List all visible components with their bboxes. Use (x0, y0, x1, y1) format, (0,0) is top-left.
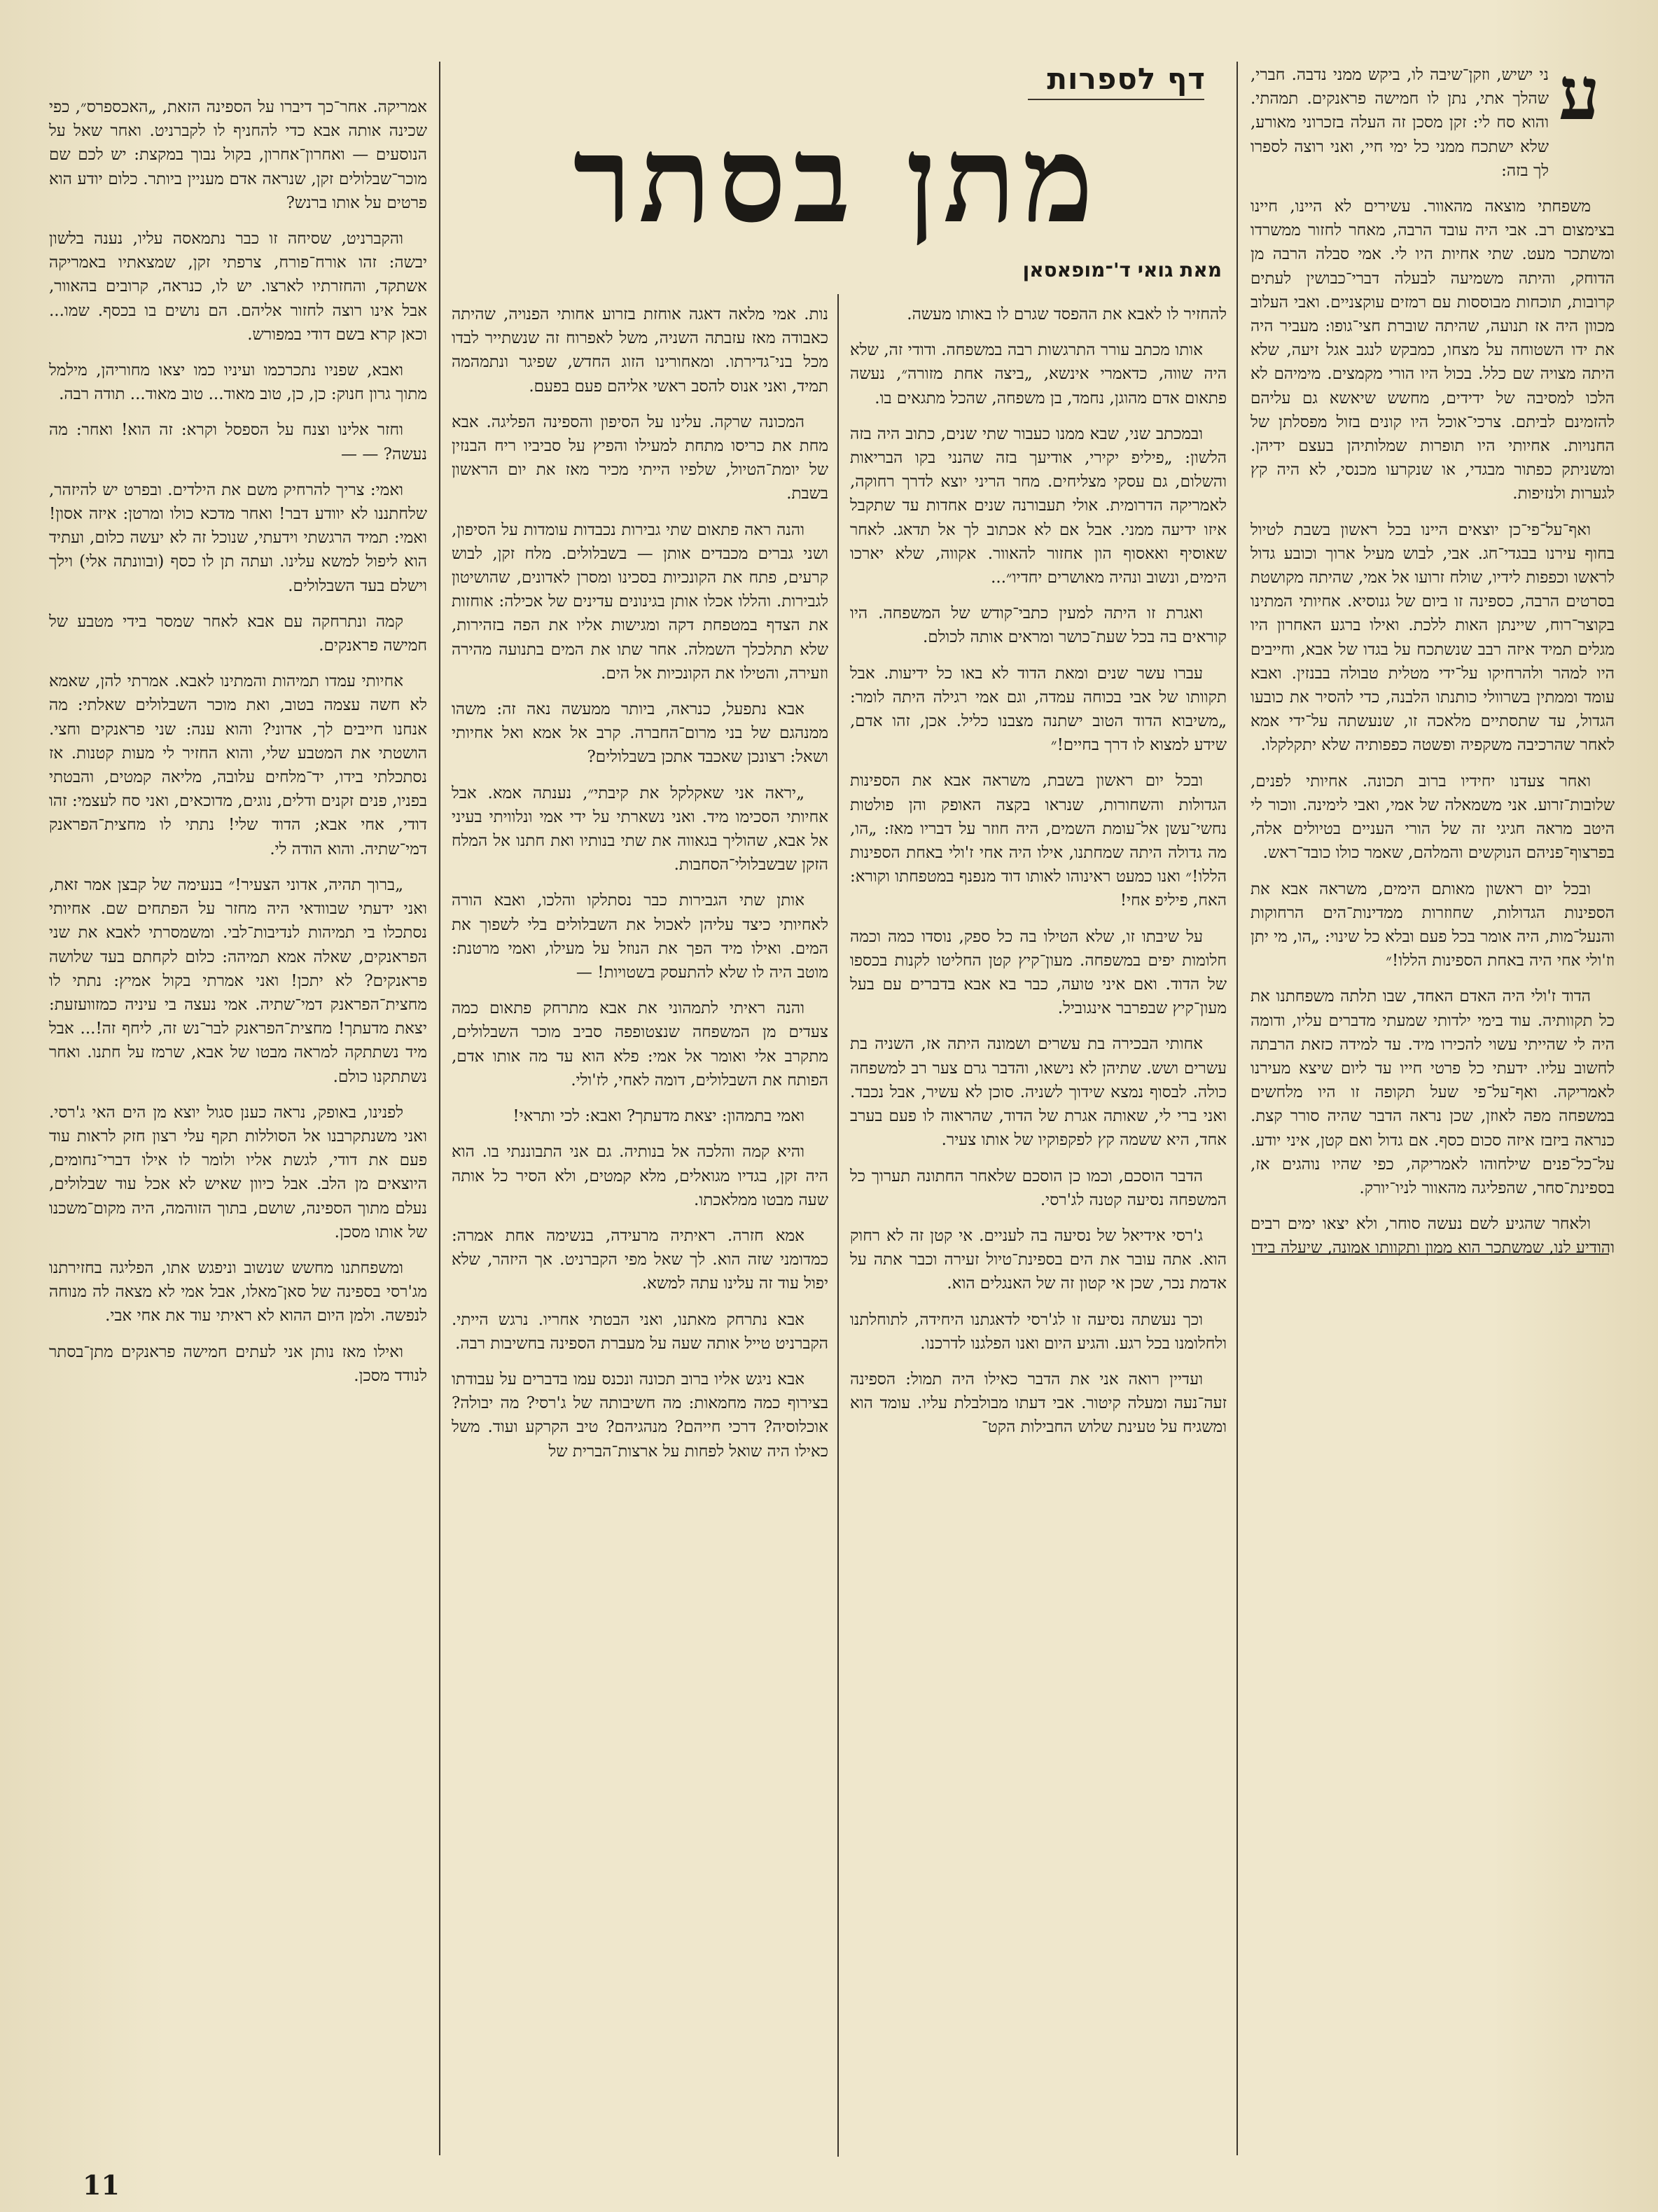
paragraph: אחיותי עמדו תמיהות והמתינו לאבא. אמרתי להן, שאמא לא חשה עצמה בטוב, ואת מוכר השבלולים שאלתי: מה אנחנו חייבים לך, אדוני? והוא ענה: שני פראנקים וחצי. הושטתי את המטבע שלי, והוא החזיר לי מעות קטנות. אז נסתכלתי בידו, יד־מלחים עלובה, מליאה קמטים, והבטתי בפניו, פנים זקנים ודלים, נוגים, מדוכאים, ואני סח לעצמי: זהו דודי, אחי אבא; הדוד שלי! נתתי לו מחצית־הפראנק דמי־שתיה. והוא הודה לי. (49, 672, 427, 858)
paragraph: „ברוך תהיה, אדוני הצעיר!״ בנעימה של קבצן אמר זאת, ואני ידעתי שבוודאי היה מחזר על הפתחים שם. אחיותי נסתכלו בי תמיהות לנדיבות־לבי. ומשמסרתי לאבא את שני הפראנקים, שאלה אמא תמיהה: כלום לקחתם בעד שלושה פראנקים? לא יתכן! ואני אמרתי בקול אמיץ: נתתי לו מחצית־הפראנק דמי־שתיה. אמי נעצה בי עיניה כמזוועזעת: יצאת מדעתך! מחצית־הפראנק לבר־נש זה, ליחף זה!... אבל מיד נשתתקה למראה מבטו של אבא, שרמז על חתנו. ואחר נשתתקנו כולם. (49, 875, 427, 1086)
section-label-underline (1028, 99, 1204, 100)
column-divider (439, 62, 440, 2155)
article-byline: מאת גואי ד'־מופאסאן (1022, 258, 1222, 281)
paragraph: משפחתי מוצאה מהאוור. עשירים לא היינו, חיינו בצימצום רב. אבי היה עובד הרבה, מאחר לחזור ממשרדו ומשתכר מעט. שתי אחיות היו לי. אמי סבלה הרבה מן הדוחק, והיתה משמיעה לבעלה דברי־כבושין לעתים קרובות, תוכחות מבוססות עם רמזים עוקצניים. ואבי העלוב מכוון היה אז תנועה, שהיתה שוברת חצי־גופו: מעביר היה את ידו השטוחה על מצחו, כמבקש לנגב אגל זיעה, שלא היתה מצויה שם כלל. בכול היו הורי מקמצים. מימיהם לא הלכו למסיבה של ידידים, מחשש שיאשא גם עליהם להזמינם לביתם. צרכי־אוכל היו קונים בזול מפסלתן של החנויות. אחיותי היו תופרות שמלותיהן בעצם ידיהן. ומשניתק כפתור מבגדי, או שנקרעו מכנסי, לא היה קץ לגערות ולנזיפות. (1251, 197, 1615, 503)
article-title: מתן בסתר (573, 110, 1101, 250)
paragraph: ואמי בתמהון: יצאת מדעתך? ואבא: לכי ותראי! (513, 1107, 804, 1126)
article-column-1 (1251, 63, 1615, 2164)
paragraph: ואגרת זו היתה למעין כתבי־קודש של המשפחה. היו קוראים בה בכל שעת־כושר ומראים אותה לכולם. (850, 604, 1227, 647)
paragraph: ולאחר שהגיע לשם נעשה סוחר, ולא יצאו ימים רבים והודיע לנו, שמשתכר הוא ממון ותקוותו אמונה, שיעלה בידו (1251, 1215, 1615, 1258)
paragraph: אבא נתפעל, כנראה, ביותר ממעשה נאה זה: משהו ממנהגם של בני מרום־החברה. קרב אל אמא ואל אחיותי ושאל: רצונכן שאכבד אתכן בשבלולים? (452, 700, 828, 767)
paragraph: וכך נעשתה נסיעה זו לג'רסי לדאגתנו היחידה, לתוחלתנו ולחלומנו בכל רגע. והגיע היום ואנו הפלגנו לדרכנו. (850, 1310, 1227, 1353)
paragraph: והיא קמה והלכה אל בנותיה. גם אני התבוננתי בו. הוא היה זקן, בגדיו מגואלים, מלא קמטים, ולא הסיר כל אותה שעה מבטו ממלאכתו. (452, 1143, 828, 1209)
paragraph: ואחר צעדנו יחידיו ברוב תכונה. אחיותי לפנים, שלובות־זרוע. אני משמאלה של אמי, ואבי לימינה. ווכור לי היטב מראה חגיגי זה של הורי העניים בטיולים אלה, בפרצוף־פניהם הנוקשים והמלהם, שאמר כולו כובד־ראש. (1251, 772, 1615, 863)
paragraph: ובכל יום ראשון מאותם הימים, משראה אבא את הספינות הגדולות, שחוזרות ממדינות־הים הרחוקות והנעל־מות, היה אומר בכל פעם ובלא כל שינוי: „הו, מי יתן וז'ולי אחי היה באחת הספינות הללו!״ (1251, 879, 1615, 971)
paragraph: אותן שתי הגבירות כבר נסתלקו והלכו, ואבא הורה לאחיותי כיצד עליהן לאכול את השבלולים בלי לשפוך את המים. ואילו מיד הפך את הנוזל על מעילו, ואמי מרטנת: מוטב היה לו שלא להתעסק בשטויות! — (452, 891, 828, 982)
paragraph: ג'רסי אידיאל של נסיעה בה לעניים. אי קטן זה לא רחוק הוא. אתה עובר את הים בספינת־טיול זעירה וכבר אתה על אדמת נכר, שכן אי קטון זה של האנגלים הוא. (850, 1226, 1227, 1293)
page-number: 11 (83, 2169, 120, 2201)
paragraph: ובמכתב שני, שבא ממנו כעבור שתי שנים, כתוב היה בזה הלשון: „פיליפ יקירי, אודיעך בזה שהנני בקו הבריאות והשלום, גם עסקי מצליחים. מחר הריני יוצא לדרך רחוקה, לאמריקה הדרומית. אולי תעבורנה שנים אחדות עד שתקבל איזו ידיעה ממני. אבל אם לא אכתוב לך אל תדאג. לאחר שאוסיף ואאסוף הון אחזור להאוור. אקווה, שלא יארכו הימים, ונשוב ונהיה מאושרים יחדיו״... (850, 424, 1227, 587)
paragraph: על שיבתו זו, שלא הטילו בה כל ספק, נוסדו כמה וכמה חלומות יפים במשפחה. מעון־קיץ קטן החליטו לקנות בכספו של הדוד. ואם איני טועה, כבר בא אבא בדברים עם בעל מעון־קיץ שבפרבר אינגוביל. (850, 927, 1227, 1018)
paragraph: וחזר אלינו וצנח על הספסל וקרא: זה הוא! ואחר: מה נעשה? — — (49, 421, 427, 464)
paragraph: קמה ונתרחקה עם אבא לאחר שמסר בידי מטבע של חמישה פראנקים. (49, 612, 427, 655)
section-label: דף לספרות (1047, 62, 1206, 96)
paragraph: אמא חזרה. ראיתיה מרעידה, בנשימה אחת אמרה: כמדומני שזה הוא. לך שאל מפי הקברניט. אך היזהר, שלא יפול עוד זה עלינו עתה למשא. (452, 1226, 828, 1293)
paragraph: ואמי: צריך להרחיק משם את הילדים. ובפרט יש להיזהר, שלחתננו לא יוודע דבר! ואחר מדכא כולו ומרטן: איזה אסון! ואמי: תמיד הרגשתי וידעתי, שנוכל זה לא יעשה כלום, ועתיד הוא ליפול למשא עלינו. ועתה תן לו כסף (ובוונתה אלי) וילך וישלם בעד השבלולים. (49, 480, 427, 595)
paragraph: אמריקה. אחר־כך דיברו על הספינה הזאת, „האכספרס״, כפי שכינה אותה אבא כדי להחניף לו לקברניט. ואחר שאל על הנוסעים — ואחרון־אחרון, בקול נבוך במקצת: יש לכם שם מוכר־שבלולים זקן, שנראה אדם מעניין ביותר. כלום יודע הוא פרטים על אותו ברנש? (49, 98, 427, 212)
paragraph: ובכל יום ראשון בשבת, משראה אבא את הספינות הגדולות והשחורות, שנראו בקצה האופק והן פולטות נחשי־עשן אל־עומת השמים, היה חוזר על דבריו מאז: „הו, מה גדולה היתה שמחתנו, אילו היה אחי ז'ולי באחת הספינות הללו!״ ואנו כמעט ראינוהו לאותו דוד מנפנף במטפחתו וקורא: האח, פיליפ אחי! (850, 772, 1227, 910)
paragraph: ועדיין רואה אני את הדבר כאילו היה תמול: הספינה זעה־נעה ומעלה קיטור. אבי דעתו מבולבלת עליו. עומד הוא ומשגיח על טעינת שלוש החבילות הקט־ (850, 1370, 1227, 1437)
paragraph: ומשפחתנו מחשש שנשוב וניפגש אתו, הפליגה בחזירתנו מג'רסי בספינה של סאן־מאלו, אבל אמי לא מצאה לה מנוחה לנפשה. ולמן היום ההוא לא ראיתי עוד את אחי אבי. (49, 1258, 427, 1326)
paragraph: הדוד ז'ולי היה האדם האחד, שבו תלתה משפחתנו את כל תקוותיה. עוד בימי ילדותי שמעתי מדברים עליו, ודומה היה לי שהייתי עשוי להכירו מיד. עד למידה כזאת הרבתה לחשוב עליו. ידעתי כל פרטי חייו עד ליום שיצא מעירנו לאמריקה. ואף־על־פי שעל תקופה זו היו מלחשים במשפחה מפה לאוזן, שכן נראה הדבר שהיה סורר קצת. כנראה ביזבז איזה סכום כסף. אם גדול ואם קטן, איני יודע. על־כל־פנים שילחוהו לאמריקה, כפי שהיו נוהגים אז, בספינת־סחר, שהפליגה מהאוור לניו־יורק. (1251, 987, 1615, 1197)
paragraph: ואבא, שפניו נתכרכמו ועיניו כמו יצאו מחוריהן, מילמל מתוך גרון חנוק: כן, כן, טוב מאוד... טוב מאוד... תודה רבה. (49, 361, 427, 404)
article-column-2 (850, 302, 1227, 2158)
drop-cap: ע (1559, 50, 1600, 137)
paragraph: „יראה אני שאקלקל את קיבתי״, נענתה אמא. אבל אחיותי הסכימו מיד. ואני נשארתי על ידי אמי ונלוויתי בעיני אל אבא, שהוליך בגאווה את שתי בנותיו ואת חתנו אל המלח הזקן שבשבלולי־הסחבות. (452, 784, 828, 875)
paragraph: נות. אמי מלאה דאגה אוחזת בזרוע אחותי הפנויה, שהיתה כאבודה מאז עזבתה השניה, משל לאפרוח זה שנשתייר לבדו מכל בני־גדירתו. ומאחורינו הזוג החדש, שפיגר ונתמהמה תמיד, ואני אנוס להסב ראשי אליהם פעם בפעם. (452, 305, 828, 396)
paragraph: והנה ראה פתאום שתי גבירות נכבדות עומדות על הסיפון, ושני גברים מכבדים אותן — בשבלולים. מלח זקן, לבוש קרעים, פתח את הקונכיות בסכינו ומסרן לאדונים, שהושיטון לגבירות. והללו אכלו אותן בגינונים עדינים של אכילה: אוחזות את הצדף במטפחת דקה ומגישות אליו את הפה בזהירות, שלא תתלכלך השמלה. אחר שתו את המים בתנועה מהירה וזעירה, והטילו את הקונכיות אל הים. (452, 520, 828, 683)
paragraph: לפנינו, באופק, נראה כענן סגול יוצא מן הים האי ג'רסי. ואני משנתקרבנו אל הסוללות תקף עלי רצון חזק לראות עוד פעם את דודי, לגשת אליו ולומר לו אילו דברי־נחומים, היוצאים מן הלב. אבל כיוון שאיש לא אכל עוד שבלולים, נעלם מתוך הספינה, שושם, בתוך הזוהמה, היה מקום־משכנו של אותו מסכן. (49, 1103, 427, 1241)
paragraph: והקברניט, שסיחה זו כבר נתמאסה עליו, נענה בלשון יבשה: זהו אורח־פורח, צרפתי זקן, שמצאתיו באמריקה אשתקד, והחזרתיו לארצו. יש לו, כנראה, קרובים בהאוור, אבל אינו רוצה לחזור אליהם. הם נושים בו בכסף. שמו... וכאן קרא בשם דודי במפורש. (49, 230, 427, 344)
paragraph: אותו מכתב עורר התרגשות רבה במשפחה. ודודי זה, שלא היה שווה, כדאמרי אינשא, „ביצה אחת מזורה״, נעשה פתאום אדם מהוגן, נחמד, בן משפחה, שהכל מתגאים בו. (850, 341, 1227, 408)
paragraph: המכונה שרקה. עלינו על הסיפון והספינה הפליגה. אבא מחת את כריסו מתחת למעילו והפיץ על סביביו ריח הבנזין של יומת־הטיול, שלפיו הייתי מכיר מאז את יום הראשון בשבת. (452, 412, 828, 503)
paragraph: אחותי הבכירה בת עשרים ושמונה היתה אז, השניה בת עשרים ושש. שתיהן לא נישאו, והדבר גרם צער רב למשפחה כולה. לבסוף נמצא שידוך לשניה. סוכן לא עשיר, אבל נכבד. ואני ברי לי, שאותה אגרת של הדוד, שהראוה לו פעם בערב אחד, היא ששמה קץ לפקפוקיו של אותו צעיר. (850, 1035, 1227, 1150)
article-column-4 (49, 95, 427, 2133)
paragraph: אבא נתרחק מאתנו, ואני הבטתי אחריו. נרגש הייתי. הקברניט טייל אותה שעה על מעברת הספינה בחשיבות רבה. (452, 1310, 828, 1353)
paragraph: ני ישיש, וזקן־שיבה לו, ביקש ממני נדבה. חברי, שהלך אתי, נתן לו חמישה פראנקים. תמהתי. והוא סח לי: זקן מסכן זה העלה בזכרוני מאורע, שלא ישתכח ממני כל ימי חיי, ואני רוצה לספרו לך בזה: (1251, 66, 1549, 180)
paragraph: ואף־על־פי־כן יוצאים היינו בכל ראשון בשבת לטיול בחוף עירנו בבגדי־חג. אבי, לבוש מעיל ארוך וכובע גדול לראשו וכפפות לידיו, שולח זרועו אל אמי, שהיתה מקושטת בסרטים הרבה, כספינה זו ביום של גנוסיא. אחיותי המתינו בקוצר־רוח, שיינתן האות ללכת. ואילו ברגע האחרון היו מגלים תמיד איזה רבב שנשתכח על בגדו של אבא, וחייבים היו למהר ולהרחיקו על־ידי מטלית טבולה בבנזין. ואבא עומד וממתין בשרוולי כותנתו הלבנה, כדי להסיר את כובעו הגדול, עד שתסתיים מלאכה זו, שנעשתה על־ידי אמא לאחר שהרכיבה משקפיה ופשטה כפפותיה שלא יתקלקלו. (1251, 520, 1615, 755)
paragraph: עברו עשר שנים ומאת הדוד לא באו כל ידיעות. אבל תקוותו של אבי בכוחה עמדה, וגם אמי רגילה היתה לומר: „משיבוא הדוד הטוב ישתנה מצבנו כליל. אכן, זהו אדם, שידע למצוא לו דרך בחיים!״ (850, 664, 1227, 755)
paragraph: הדבר הוסכם, וכמו כן הוסכם שלאחר החתונה תערוך כל המשפחה נסיעה קטנה לג'רסי. (850, 1167, 1227, 1209)
column-divider (1236, 62, 1238, 2155)
paragraph: להחזיר לו לאבא את ההפסד שגרם לו באותו מעשה. (907, 305, 1227, 324)
paragraph: אבא ניגש אליו ברוב תכונה ונכנס עמו בדברים על עבודתו בצירוף כמה מחמאות: מה חשיבותה של ג'רסי? מה יבולה? אוכלוסיה? דרכי חייהם? מנהגיהם? טיב הקרקע ועוד. משל כאילו היה שואל לפחות על ארצות־הברית של (452, 1370, 828, 1461)
paragraph: ואילו מאז נותן אני לעתים חמישה פראנקים מתן־בסתר לנודד מסכן. (49, 1342, 427, 1385)
column-divider (837, 294, 839, 2157)
article-column-3 (452, 302, 828, 2158)
paragraph: והנה ראיתי לתמהוני את אבא מתרחק פתאום כמה צעדים מן המשפחה שנצטופפה סביב מוכר השבלולים, מתקרב אלי ואומר אל אמי: פלא הוא עד מה אותו אדם, הפותח את השבלולים, דומה לאחי, לז'ולי. (452, 999, 828, 1090)
